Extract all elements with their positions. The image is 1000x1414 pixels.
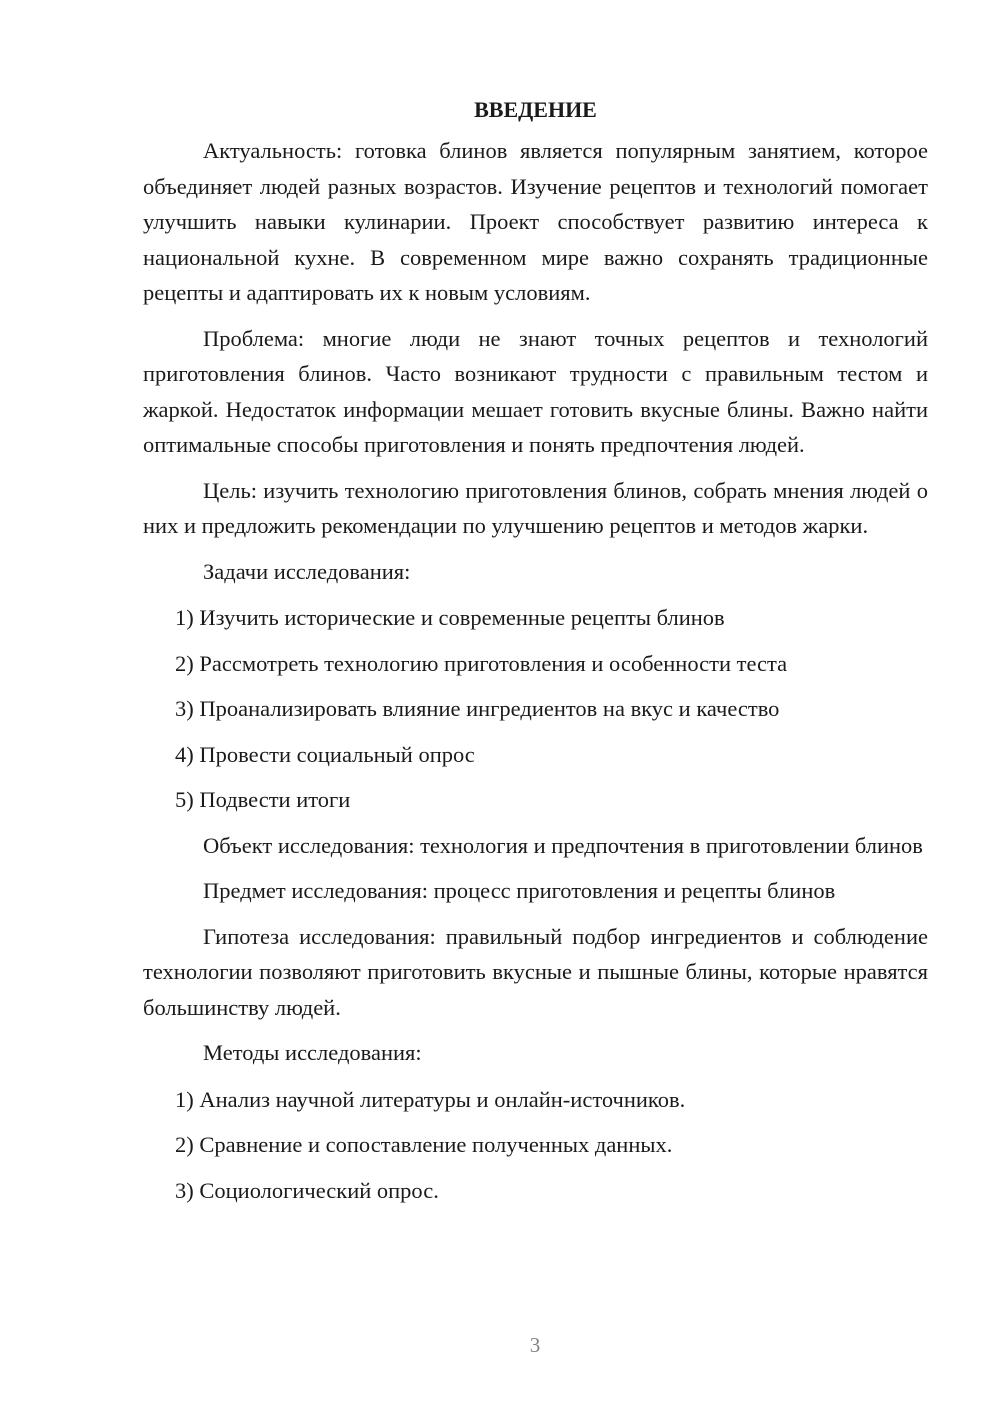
problem-paragraph: Проблема: многие люди не знают точных рецептов и технологий приготовления блинов. Часто возникают трудности с правильным тестом и жаркой. Недостаток информации мешает готовить вкусные блины. Важно найти оптимальные способы приготовления и понять предпочтения людей. xyxy=(143,325,928,457)
hypothesis-paragraph: Гипотеза исследования: правильный подбор ингредиентов и соблюдение технологии позволяют приготовить вкусные и пышные блины, которые нравятся большинству людей. xyxy=(143,923,928,1020)
methods-heading: Методы исследования: xyxy=(203,1040,422,1065)
method-item: 3) Социологический опрос. xyxy=(175,1177,439,1203)
task-item: 1) Изучить исторические и современные рецепты блинов xyxy=(175,605,725,630)
methods-list xyxy=(143,1082,928,1209)
document-page xyxy=(143,92,928,1218)
task-item: 2) Рассмотреть технологию приготовления и особенности теста xyxy=(175,650,788,676)
goal-paragraph: Цель: изучить технологию приготовления блинов, собрать мнения людей о них и предложить рекомендации по улучшению рецептов и методов жарки. xyxy=(143,477,928,538)
task-item: 4) Провести социальный опрос xyxy=(175,741,475,767)
task-item: 3) Проанализировать влияние ингредиентов на вкус и качество xyxy=(175,696,780,721)
tasks-list xyxy=(143,600,928,818)
task-item: 5) Подвести итоги xyxy=(175,787,351,812)
subject-paragraph: Предмет исследования: процесс приготовления и рецепты блинов xyxy=(203,878,836,903)
tasks-heading: Задачи исследования: xyxy=(203,558,411,584)
relevance-paragraph: Актуальность: готовка блинов является популярным занятием, которое объединяет людей разных возрастов. Изучение рецептов и технологий помогает улучшить навыки кулинарии. Проект способствует развитию интереса к национальной кухне. В современном мире важно сохранять традиционные рецепты и адаптировать их к новым условиям. xyxy=(143,138,928,305)
page-title: ВВЕДЕНИЕ xyxy=(474,97,597,122)
page-number: 3 xyxy=(529,1333,541,1357)
method-item: 2) Сравнение и сопоставление полученных данных. xyxy=(175,1132,673,1157)
method-item: 1) Анализ научной литературы и онлайн-источников. xyxy=(175,1086,686,1112)
object-paragraph: Объект исследования: технология и предпочтения в приготовлении блинов xyxy=(203,832,923,858)
